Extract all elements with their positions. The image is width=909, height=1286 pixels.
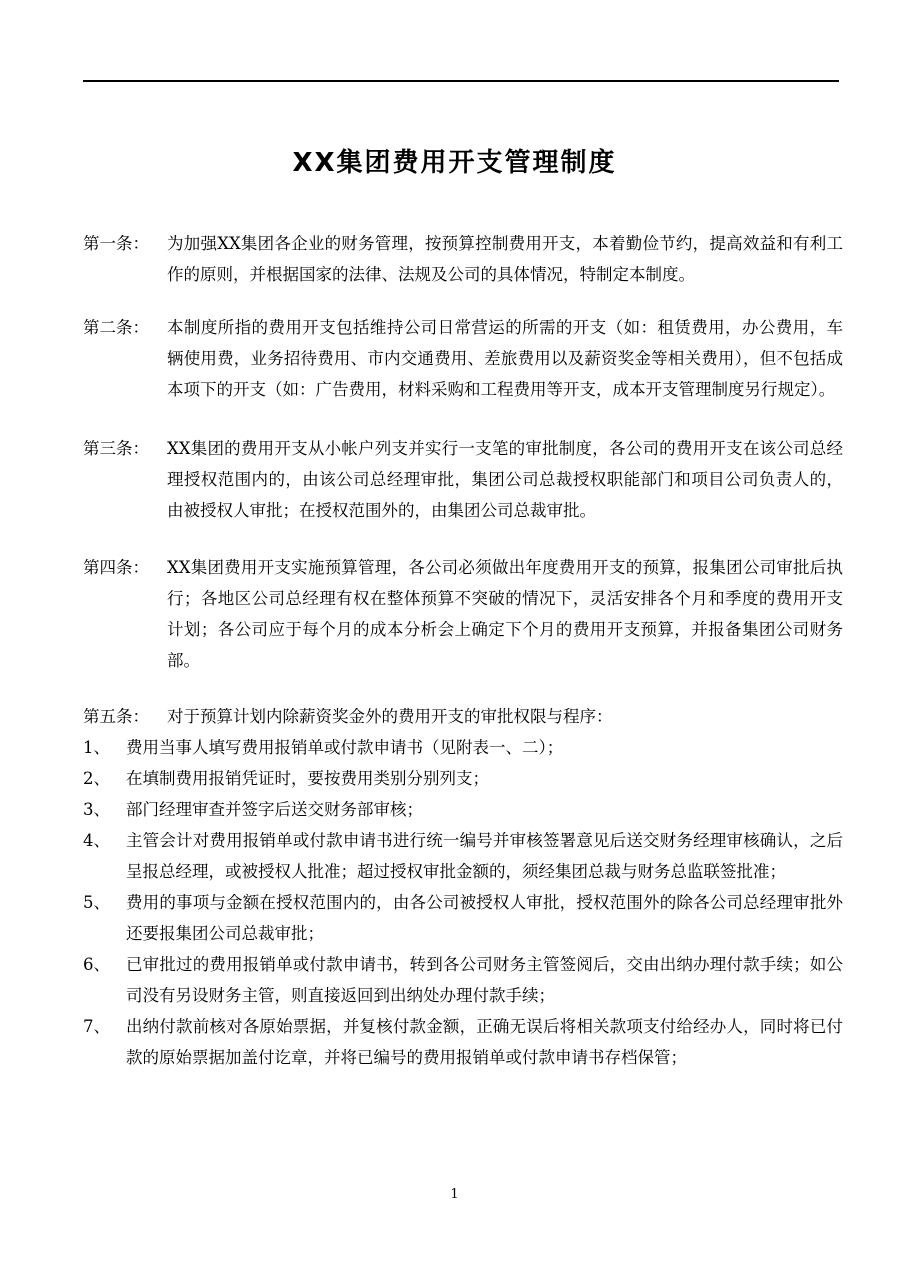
- article-1: [83, 228, 843, 290]
- article-5: [83, 701, 843, 732]
- list-item: [83, 1011, 843, 1073]
- article-label: 第一条：: [83, 234, 149, 253]
- article-label: 第五条：: [83, 707, 149, 726]
- step-text: 在填制费用报销凭证时，要按费用类别分别列支；: [126, 769, 489, 788]
- list-item: [83, 763, 843, 794]
- article-2: [83, 312, 843, 405]
- step-number: 2、: [83, 769, 110, 788]
- step-number: 4、: [83, 831, 110, 850]
- article-3: [83, 433, 843, 526]
- step-text: 费用当事人填写费用报销单或付款申请书（见附表一、二）；: [126, 738, 564, 757]
- step-number: 6、: [83, 955, 110, 974]
- article-text: 为加强XX集团各企业的财务管理，按预算控制费用开支，本着勤俭节约，提高效益和有利工作的原则，并根据国家的法律、法规及公司的具体情况，特制定本制度。: [167, 234, 843, 284]
- list-item: [83, 732, 843, 763]
- step-text: 费用的事项与金额在授权范围内的，由各公司被授权人审批，授权范围外的除各公司总经理审批外还要报集团公司总裁审批；: [126, 893, 843, 943]
- document-title: XX集团费用开支管理制度: [292, 148, 617, 178]
- step-number: 7、: [83, 1017, 110, 1036]
- list-item: [83, 949, 843, 1011]
- step-text: 主管会计对费用报销单或付款申请书进行统一编号并审核签署意见后送交财务经理审核确认，之后呈报总经理，或被授权人批准；超过授权审批金额的，须经集团总裁与财务总监联签批准；: [126, 831, 843, 881]
- article-label: 第四条：: [83, 558, 149, 577]
- article-text: 对于预算计划内除薪资奖金外的费用开支的审批权限与程序：: [167, 707, 613, 726]
- article-text: 本制度所指的费用开支包括维持公司日常营运的所需的开支（如：租赁费用，办公费用，车辆使用费，业务招待费用、市内交通费用、差旅费用以及薪资奖金等相关费用），但不包括成本项下的开支（如：广告费用，材料采购和工程费用等开支，成本开支管理制度另行规定）。: [167, 318, 843, 399]
- page-number: 1: [450, 1187, 459, 1202]
- article-label: 第三条：: [83, 439, 149, 458]
- list-item: [83, 825, 843, 887]
- step-number: 3、: [83, 800, 110, 819]
- step-number: 5、: [83, 893, 110, 912]
- step-text: 已审批过的费用报销单或付款申请书，转到各公司财务主管签阅后，交由出纳办理付款手续；如公司没有另设财务主管，则直接返回到出纳处办理付款手续；: [126, 955, 843, 1005]
- document-body: [83, 228, 843, 1073]
- article-text: XX集团的费用开支从小帐户列支并实行一支笔的审批制度，各公司的费用开支在该公司总经理授权范围内的，由该公司总经理审批，集团公司总裁授权职能部门和项目公司负责人的，由被授权人审批；在授权范围外的，由集团公司总裁审批。: [167, 439, 843, 520]
- step-text: 部门经理审查并签字后送交财务部审核；: [126, 800, 423, 819]
- article-label: 第二条：: [83, 318, 149, 337]
- procedure-list: [83, 732, 843, 1073]
- header-rule: [83, 80, 839, 82]
- step-text: 出纳付款前核对各原始票据，并复核付款金额，正确无误后将相关款项支付给经办人，同时将已付款的原始票据加盖付讫章，并将已编号的费用报销单或付款申请书存档保管；: [126, 1017, 843, 1067]
- step-number: 1、: [83, 738, 110, 757]
- article-text: XX集团费用开支实施预算管理，各公司必须做出年度费用开支的预算，报集团公司审批后执行；各地区公司总经理有权在整体预算不突破的情况下，灵活安排各个月和季度的费用开支计划；各公司应于每个月的成本分析会上确定下个月的费用开支预算，并报备集团公司财务部。: [167, 558, 843, 670]
- list-item: [83, 794, 843, 825]
- article-4: [83, 552, 843, 676]
- list-item: [83, 887, 843, 949]
